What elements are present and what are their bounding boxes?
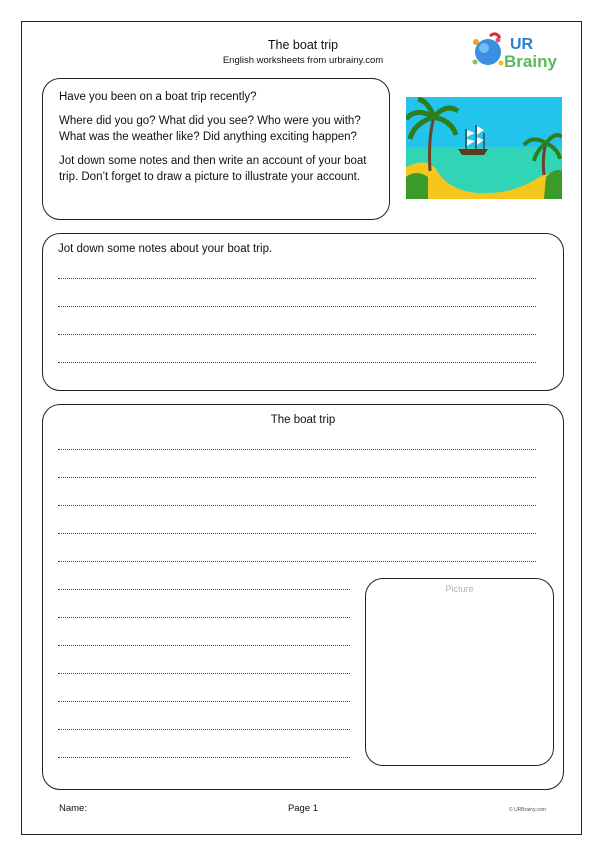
intro-paragraph: Have you been on a boat trip recently? [59,91,257,103]
notes-box [42,233,564,391]
intro-box [42,78,390,220]
story-writing-line-short[interactable] [58,589,350,590]
story-writing-line[interactable] [58,449,536,450]
worksheet-title: The boat trip [267,38,339,52]
picture-label: Picture [445,584,474,594]
story-writing-line[interactable] [58,477,536,478]
worksheet-subtitle: English worksheets from urbrainy.com [222,55,384,66]
logo-text-bottom: Brainy [504,52,557,71]
story-writing-line[interactable] [58,561,536,562]
story-writing-line-short[interactable] [58,673,350,674]
intro-paragraph: Where did you go? What did you see? Who were you with? What was the weather like? Did anything exciting happen? [59,115,361,143]
name-label: Name: [59,803,87,814]
notes-writing-line[interactable] [58,334,536,335]
story-writing-line-short[interactable] [58,757,350,758]
notes-writing-line[interactable] [58,362,536,363]
copyright-text: © URBrainy.com [509,807,546,813]
story-writing-line[interactable] [58,505,536,506]
notes-heading: Jot down some notes about your boat trip. [58,243,273,255]
page-number: Page 1 [287,803,319,814]
story-writing-line-short[interactable] [58,729,350,730]
story-writing-line[interactable] [58,533,536,534]
urbrainy-logo [468,30,563,74]
intro-paragraph: Jot down some notes and then write an account of your boat trip. Don’t forget to draw a picture to illustrate your account. [59,155,367,183]
boat-island-illustration [406,97,562,199]
story-writing-line-short[interactable] [58,617,350,618]
story-heading: The boat trip [270,414,336,426]
notes-writing-line[interactable] [58,278,536,279]
story-writing-line-short[interactable] [58,645,350,646]
story-writing-line-short[interactable] [58,701,350,702]
notes-writing-line[interactable] [58,306,536,307]
logo-text-top: UR [510,36,534,53]
picture-drawing-area[interactable] [365,578,554,766]
